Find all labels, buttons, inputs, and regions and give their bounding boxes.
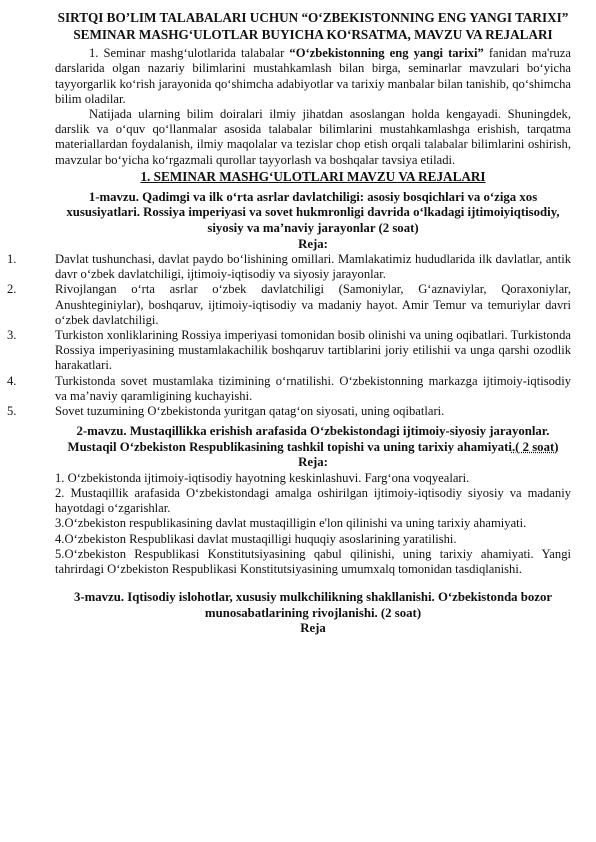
course-name: “O‘zbekistonning eng yangi tarixi”	[289, 46, 484, 61]
topic-3-heading: 3-mavzu. Iqtisodiy islohotlar, xususiy mulkchilikning shakllanishi. O‘zbekistonda bozor munosabatlarining rivojlanishi. (2 soat)	[73, 590, 553, 620]
list-item: 5.O‘zbekiston Respublikasi Konstitutsiyasining qabul qilinishi, uning tarixiy ahamiyati. Yangi tahrirdagi O‘zbekiston Respublikasi Konstitutsiyasining umumxalq tomonidan tasdiqlanishi.	[55, 546, 571, 577]
topic-1-plan-label: Reja:	[298, 236, 328, 251]
list-item-text: Sovet tuzumining O‘zbekistonda yuritgan qatag‘on siyosati, uning oqibatlari.	[55, 404, 445, 419]
topic-2-heading-hours: .( 2 soat)	[511, 439, 559, 454]
list-item-text: Rivojlangan o‘rta asrlar o‘zbek davlatchiligi (Samoniylar, G‘aznaviylar, Qoraxoniylar, Anushteginiylar), boshqaruv, ijtimoiy-iqtisodiy va madaniy hayot. Amir Temur va temuriylar davri o‘zbek davlatchiligi.	[55, 282, 571, 327]
list-item: 4.O‘zbekiston Respublikasi davlat mustaqilligi huquqiy asoslarining yaratilishi.	[55, 531, 457, 546]
list-item-number: 4.	[7, 373, 17, 388]
list-item	[7, 404, 571, 419]
list-item-number: 2.	[7, 282, 17, 297]
topic-2-plan-list	[55, 471, 571, 577]
section-title: 1. SEMINAR MASHG‘ULOTLARI MAVZU VA REJALARI	[140, 168, 486, 184]
list-item-number: 5.	[7, 404, 17, 419]
topic-1-heading: 1-mavzu. Qadimgi va ilk o‘rta asrlar davlatchiligi: asosiy bosqichlari va o‘ziga xos xususiyatlari. Rossiya imperiyasi va sovet hukmronligi davrida o‘lkadagi ijtimoiyiqtisodiy, siyosiy va ma’naviy jarayonlar (2 soat)	[66, 189, 560, 235]
document-title: SIRTQI BO’LIM TALABALARI UCHUN “O‘ZBEKISTONNING ENG YANGI TARIXI” SEMINAR MASHG‘ULOTLAR BUYICHA KO‘RSATMA, MAVZU VA REJALARI	[57, 10, 569, 42]
list-item	[7, 373, 571, 404]
topic-2-heading-main: 2-mavzu. Mustaqillikka erishish arafasida O‘zbekistondagi ijtimoiy-siyosiy jarayonlar. Mustaqil O‘zbekiston Respublikasining tashkil topishi va uning tarixiy ahamiyati	[67, 424, 550, 454]
list-item	[7, 252, 571, 282]
topic-3-plan-label: Reja	[300, 621, 326, 636]
intro-p1-text: 1. Seminar mashg‘ulotlarida talabalar	[89, 46, 290, 61]
list-item-text: Turkiston xonliklarining Rossiya imperiyasi tomonidan bosib olinishi va uning oqibatlari. Turkistonda Rossiya imperiyasining mustamlakachilik boshqaruv tartiblarini joriy etilishii va unga qarshi ozodlik harakatlari.	[55, 328, 571, 373]
list-item-text: Turkistonda sovet mustamlaka tizimining o‘rnatilishi. O‘zbekistonning markazga ijtimoiy-iqtisodiy va ma’naviy qaramligining kuchayishi.	[55, 373, 571, 403]
intro-p1-text-end: fanidan ma'ruza darslarida olgan nazariy bilimlarini mustahkamlash bilan birga, seminarlar mavzulari bo‘yicha tayyorgarlik ko‘rish jarayonida qo‘shimcha adabiyotlar va tarixiy manbalar bilan tanishib, qo‘shimcha bilim oladilar.	[55, 46, 571, 106]
list-item: 2. Mustaqillik arafasida O‘zbekistondagi amalga oshirilgan ijtimoiy-iqtisodiy siyosiy va madaniy hayotdagi o‘zgarishlar.	[55, 486, 571, 516]
list-item-number: 3.	[7, 328, 17, 343]
list-item: 1. O‘zbekistonda ijtimoiy-iqtisodiy hayotning keskinlashuvi. Farg‘ona voqyealari.	[55, 470, 470, 485]
list-item-number: 1.	[7, 252, 17, 266]
list-item: 3.O‘zbekiston respublikasining davlat mustaqilligin e'lon qilinishi va uning tarixiy ahamiyati.	[55, 516, 527, 531]
intro-paragraph-2: Natijada ularning bilim doiralari ilmiy jihatdan asoslangan holda kengayadi. Shuningdek, darslik va o‘quv qo‘llanmalar asosida talabalar bilimlarini mustahkamlashga erishish, tarqatma materiallardan foydalanish, ilmiy maqolalar va tezislar chop etish orqali talabalar bilimlarini oshirish, mavzular bo‘yicha ko‘rgazmali qurollar tayyorlash va boshqalar tavsiya etiladi.	[55, 107, 571, 167]
topic-2-heading	[55, 424, 571, 455]
document-page	[7, 10, 571, 637]
list-item-text: Davlat tushunchasi, davlat paydo bo‘lishining omillari. Mamlakatimiz hududlarida ilk davlatlar, antik davr o‘zbek davlatchiligi, ijtimoiy-iqtisodiy va siyosiy jarayonlar.	[55, 252, 571, 282]
topic-2-plan-label: Reja:	[298, 455, 328, 470]
list-item	[7, 328, 571, 374]
intro-paragraph-1	[55, 46, 571, 107]
list-item	[7, 282, 571, 328]
topic-1-plan-list	[7, 252, 571, 419]
